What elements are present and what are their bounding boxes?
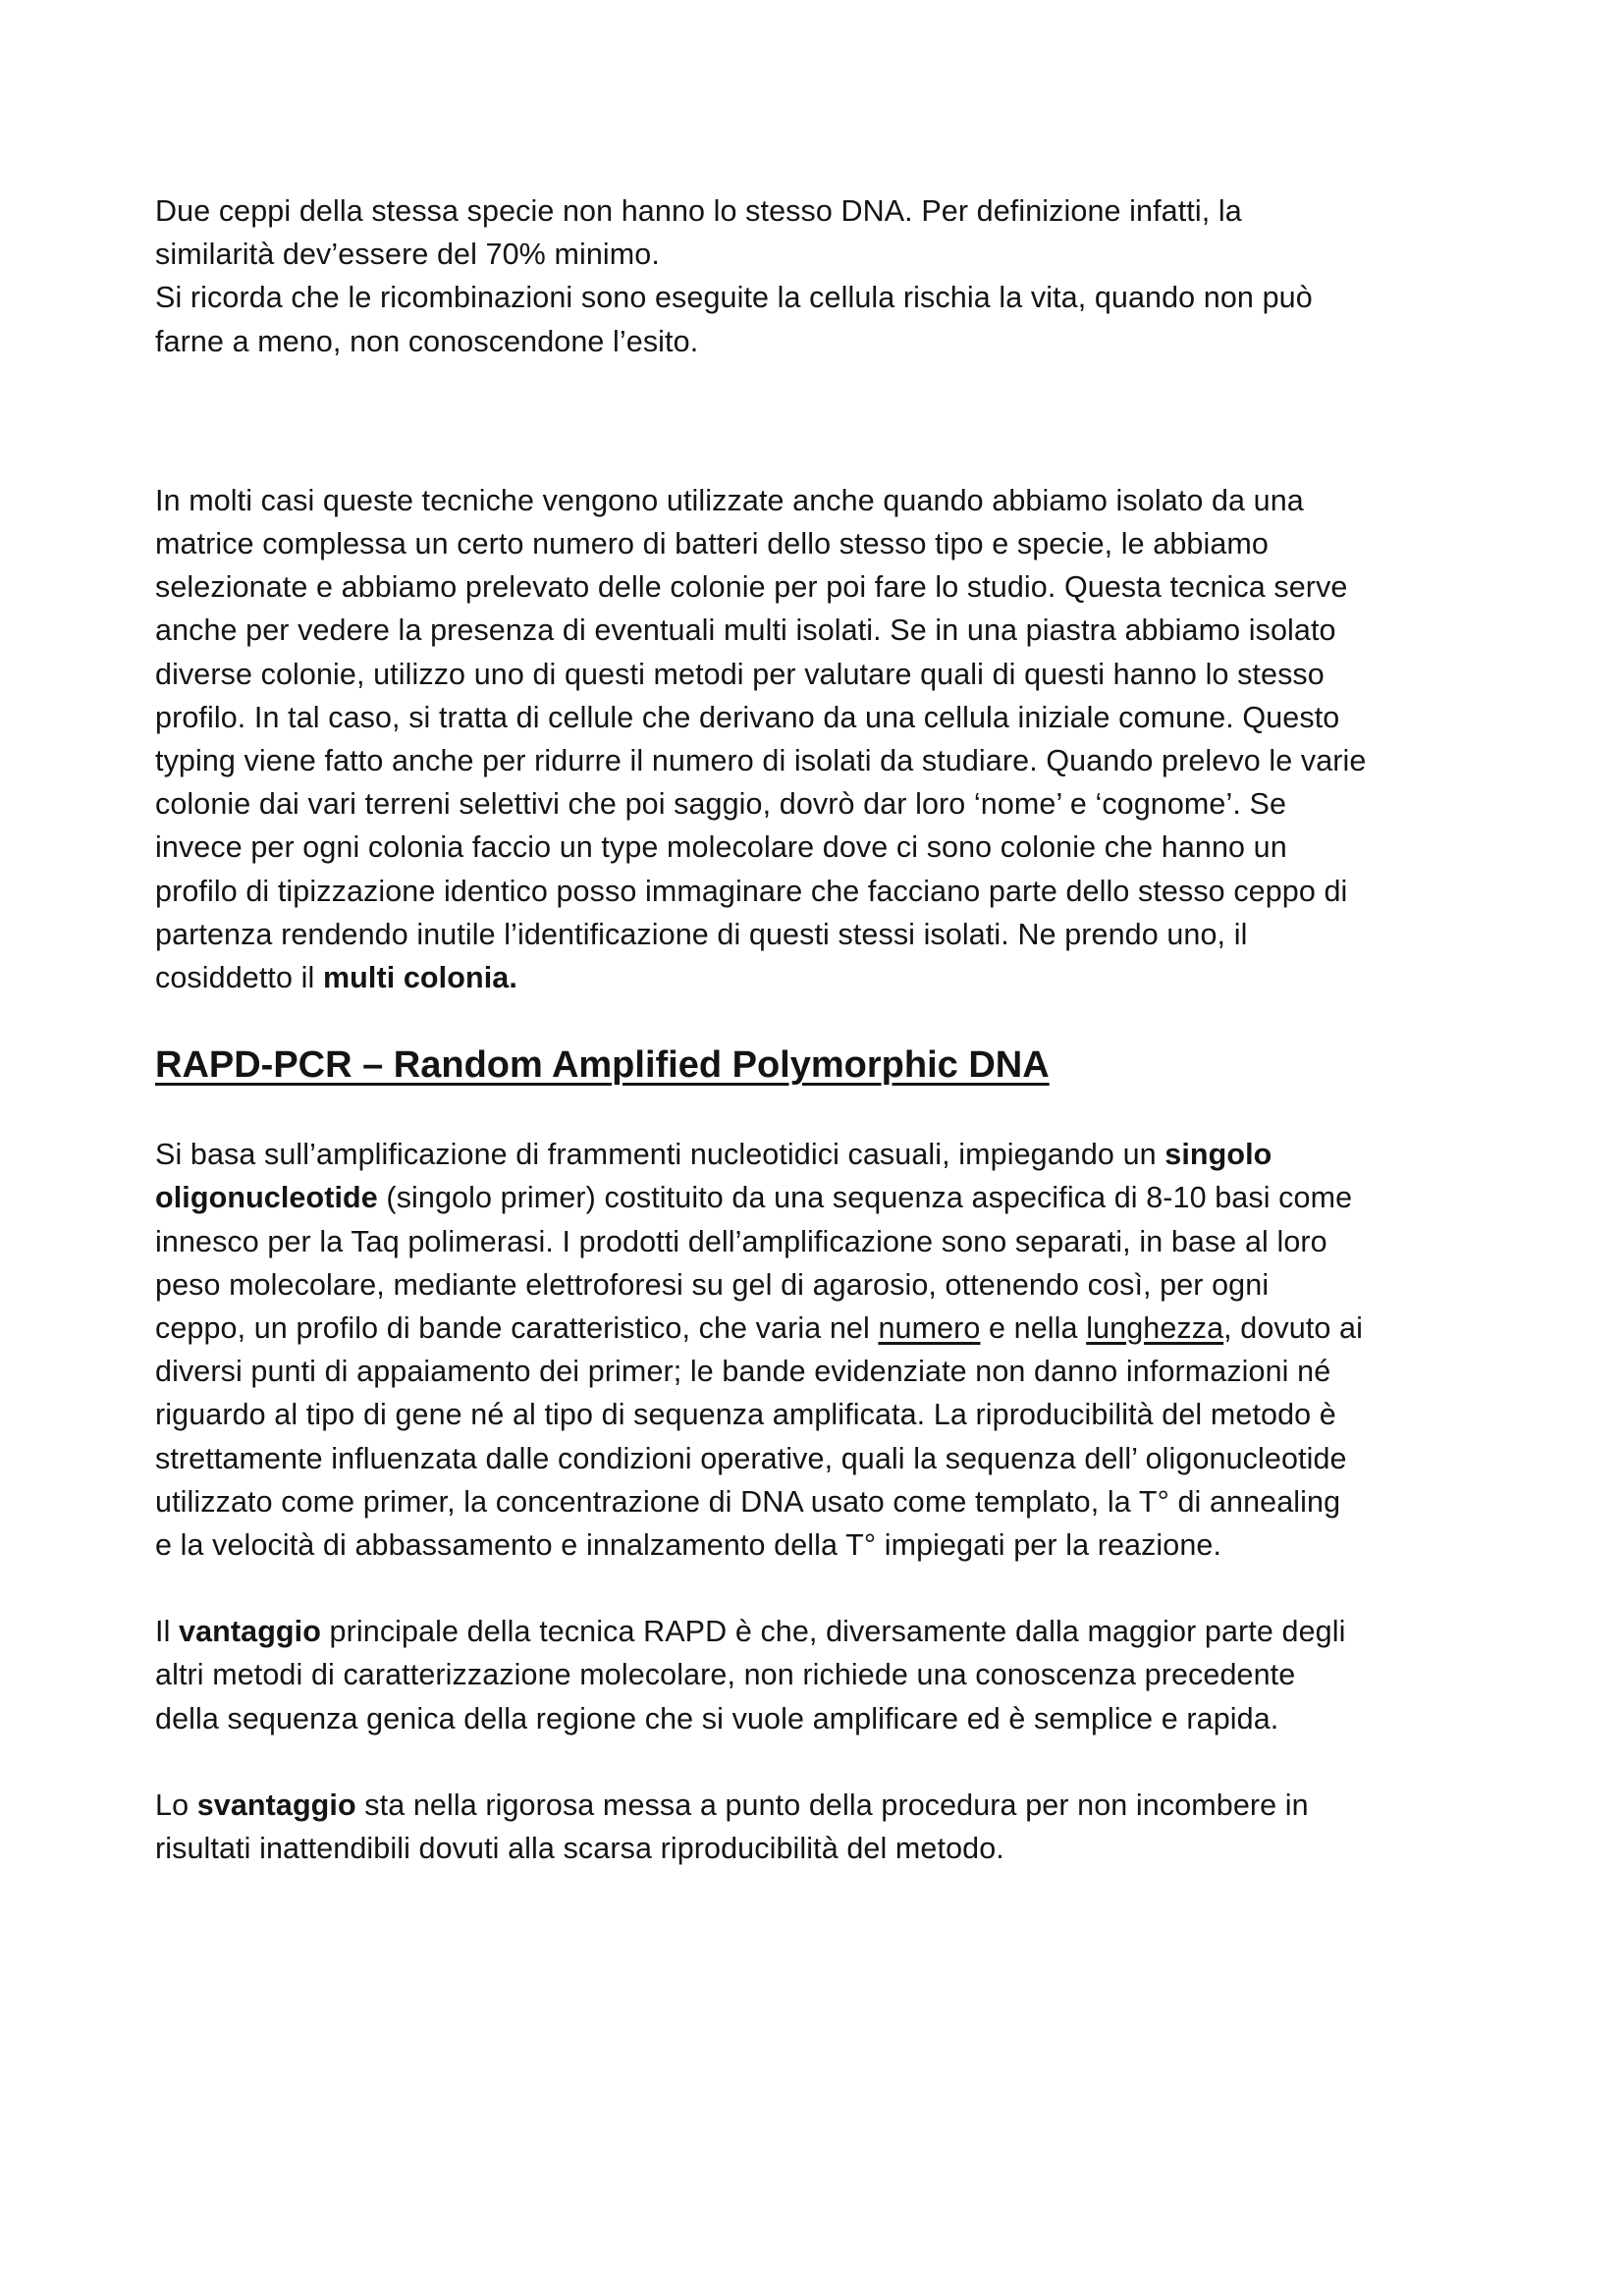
text-fragment: principale della tecnica RAPD è che, diversamente dalla maggior parte degli (320, 1615, 1346, 1649)
text-line: matrice complessa un certo numero di batteri dello stesso tipo e specie, le abbiamo (155, 527, 1269, 561)
text-line: Due ceppi della stessa specie non hanno lo stesso DNA. Per definizione infatti, la (155, 194, 1242, 228)
text-line: e la velocità di abbassamento e innalzamento della T° impiegati per la reazione. (155, 1528, 1222, 1563)
bold-term: oligonucleotide (155, 1181, 378, 1215)
text-line: In molti casi queste tecniche vengono utilizzate anche quando abbiamo isolato da una (155, 483, 1304, 517)
paragraph-rapd-description (155, 1133, 1490, 1567)
text-line (155, 1133, 1490, 1176)
text-fragment: Il (155, 1615, 180, 1649)
text-line: anche per vedere la presenza di eventuali multi isolati. Se in una piastra abbiamo isolato (155, 614, 1336, 648)
text-line (155, 1784, 1490, 1827)
text-line (155, 956, 1490, 999)
text-line: peso molecolare, mediante elettroforesi su gel di agarosio, ottenendo così, per ogni (155, 1267, 1270, 1302)
text-line: strettamente influenzata dalle condizioni operative, quali la sequenza dell’ oligonucleotide (155, 1441, 1347, 1475)
text-line: Si ricorda che le ricombinazioni sono eseguite la cellula rischia la vita, quando non può (155, 281, 1313, 315)
text-line: riguardo al tipo di gene né al tipo di sequenza amplificata. La riproducibilità del metodo è (155, 1398, 1336, 1432)
text-line: profilo. In tal caso, si tratta di cellule che derivano da una cellula iniziale comune. Questo (155, 700, 1340, 734)
text-fragment: Si basa sull’amplificazione di frammenti nucleotidici casuali, impiegando un (155, 1138, 1165, 1172)
bold-term: svantaggio (196, 1788, 356, 1822)
text-line: invece per ogni colonia faccio un type molecolare dove ci sono colonie che hanno un (155, 830, 1287, 865)
paragraph-typing (155, 479, 1490, 999)
bold-term: vantaggio (179, 1615, 321, 1649)
text-line: risultati inattendibili dovuti alla scarsa riproducibilità del metodo. (155, 1832, 1004, 1866)
bold-term: singolo (1164, 1138, 1272, 1172)
document-page (155, 189, 1490, 1870)
text-line: farne a meno, non conoscendone l’esito. (155, 324, 699, 358)
paragraph-advantage (155, 1610, 1490, 1740)
underlined-term: numero (878, 1311, 981, 1346)
text-fragment: ceppo, un profilo di bande caratteristico, che varia nel (155, 1311, 879, 1346)
paragraph-disadvantage (155, 1784, 1490, 1870)
underlined-term: lunghezza (1086, 1311, 1224, 1346)
text-line: della sequenza genica della regione che si vuole amplificare ed è semplice e rapida. (155, 1701, 1279, 1735)
text-line: profilo di tipizzazione identico posso immaginare che facciano parte dello stesso ceppo di (155, 874, 1348, 908)
text-line: utilizzato come primer, la concentrazione di DNA usato come templato, la T° di annealing (155, 1484, 1341, 1519)
text-line (155, 1610, 1490, 1653)
text-fragment: e nella (980, 1311, 1087, 1346)
text-fragment: , dovuto ai (1223, 1311, 1363, 1346)
text-fragment: sta nella rigorosa messa a punto della procedura per non incombere in (355, 1788, 1309, 1822)
text-line: selezionate e abbiamo prelevato delle colonie per poi fare lo studio. Questa tecnica serve (155, 570, 1348, 605)
text-line: partenza rendendo inutile l’identificazione di questi stessi isolati. Ne prendo uno, il (155, 917, 1248, 951)
text-line: colonie dai vari terreni selettivi che poi saggio, dovrò dar loro ‘nome’ e ‘cognome’. Se (155, 787, 1287, 822)
text-line: diversi punti di appaiamento dei primer; le bande evidenziate non danno informazioni né (155, 1355, 1331, 1389)
text-line: typing viene fatto anche per ridurre il numero di isolati da studiare. Quando prelevo le varie (155, 744, 1367, 778)
text-line: innesco per la Taq polimerasi. I prodotti dell’amplificazione sono separati, in base al loro (155, 1224, 1327, 1258)
paragraph-intro (155, 189, 1490, 363)
text-line: diverse colonie, utilizzo uno di questi metodi per valutare quali di questi hanno lo stesso (155, 657, 1325, 691)
text-line: altri metodi di caratterizzazione molecolare, non richiede una conoscenza precedente (155, 1658, 1296, 1692)
text-line: similarità dev’essere del 70% minimo. (155, 238, 660, 272)
text-fragment: (singolo primer) costituito da una sequenza aspecifica di 8-10 basi come (377, 1181, 1353, 1215)
bold-term: multi colonia. (322, 961, 517, 995)
text-fragment: cosiddetto il (155, 961, 323, 995)
text-line (155, 1307, 1490, 1350)
text-fragment: Lo (155, 1788, 197, 1822)
section-heading: RAPD-PCR – Random Amplified Polymorphic DNA (155, 1044, 1050, 1087)
text-line (155, 1176, 1490, 1219)
